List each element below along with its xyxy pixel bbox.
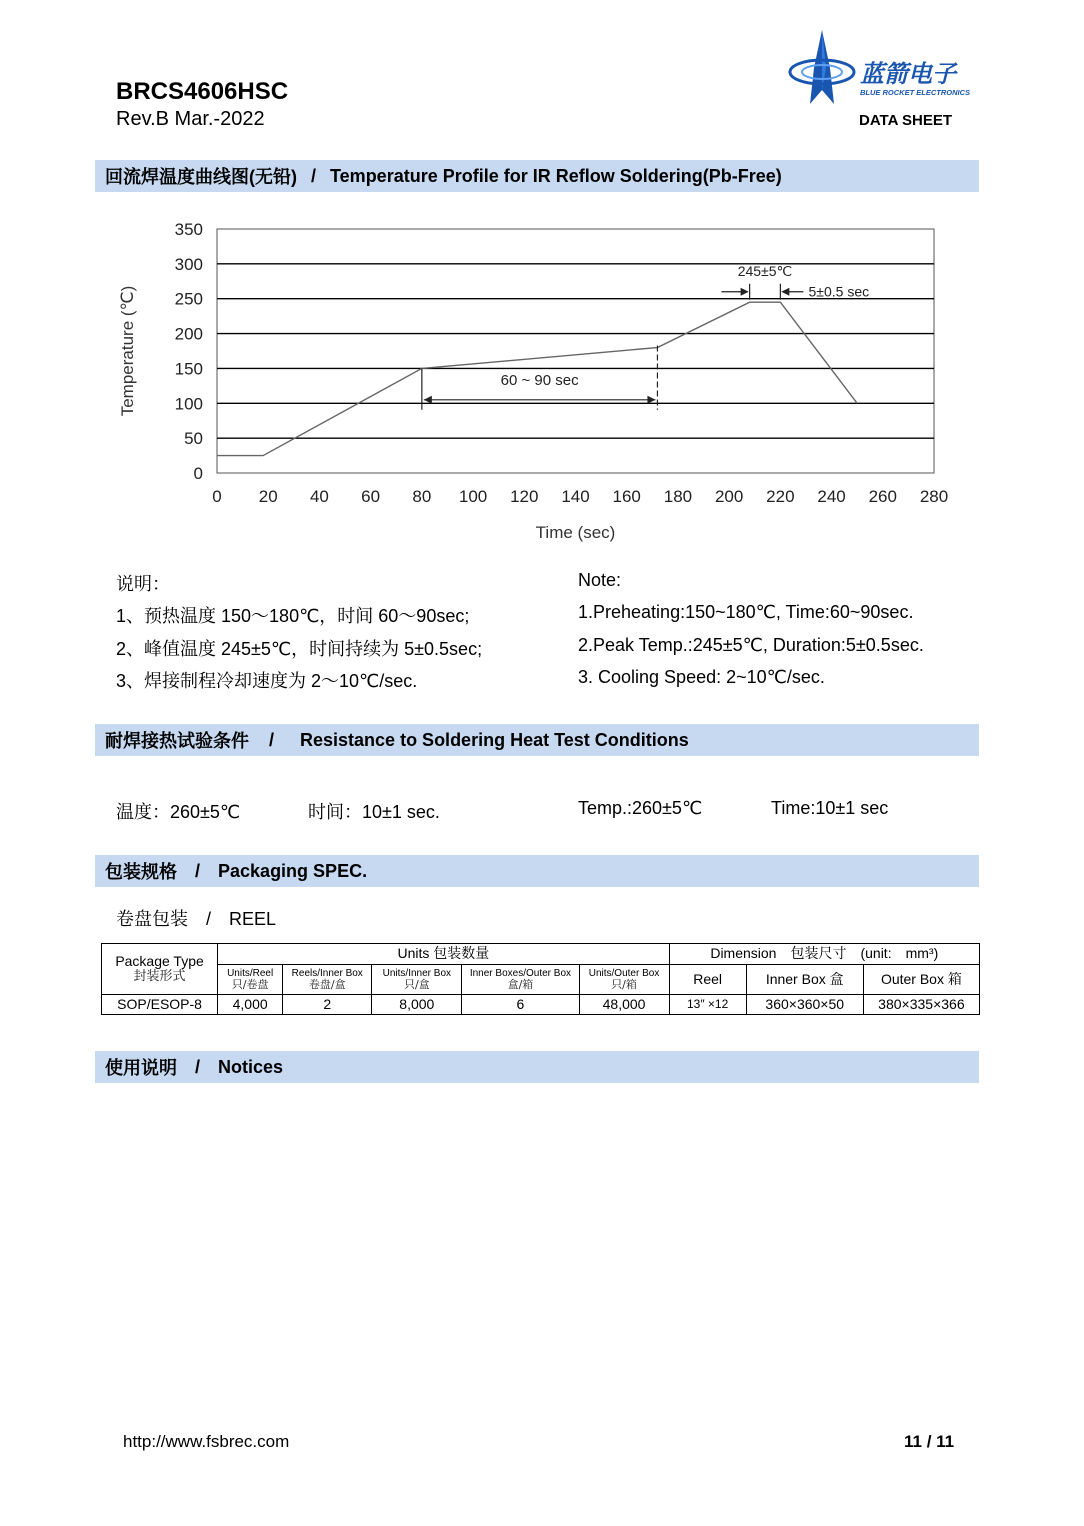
x-tick-label: 220 bbox=[766, 487, 795, 506]
section-notices-header bbox=[95, 1051, 979, 1083]
section-cn: 使用说明 bbox=[105, 1058, 177, 1078]
x-tick-label: 80 bbox=[412, 487, 432, 506]
section-sep: / bbox=[195, 860, 201, 881]
y-tick-label: 250 bbox=[174, 289, 203, 309]
peak-temp-label: 245±5℃ bbox=[737, 262, 793, 279]
units-header: Units 包装数量 bbox=[218, 944, 669, 965]
y-tick-label: 0 bbox=[193, 464, 203, 483]
y-tick-label: 50 bbox=[184, 429, 203, 449]
section-en: Packaging SPEC. bbox=[218, 860, 368, 881]
cell-outer-box: 380×335×366 bbox=[863, 995, 979, 1015]
x-tick-label: 180 bbox=[663, 487, 693, 506]
notes-cn-item: 2、峰值温度 245±5℃，时间持续为 5±0.5sec; bbox=[116, 639, 483, 659]
col-header: Units/Reel 只/卷盘 bbox=[218, 965, 283, 995]
notes-cn-item: 3、焊接制程冷却速度为 2～10℃/sec. bbox=[116, 671, 418, 691]
logo-cn: 蓝箭电子 bbox=[860, 60, 956, 88]
packaging-subtitle: 卷盘包装 / REEL bbox=[116, 909, 277, 929]
doc-type: DATA SHEET bbox=[859, 112, 953, 129]
section-sep: / bbox=[311, 165, 317, 186]
notes-cn-item: 1、预热温度 150～180℃，时间 60～90sec; bbox=[116, 606, 470, 626]
dimension-header: Dimension 包装尺寸 (unit: mm³) bbox=[669, 944, 979, 965]
peak-arrowhead-right bbox=[781, 288, 789, 296]
part-number: BRCS4606HSC bbox=[116, 78, 289, 105]
y-tick-label: 200 bbox=[174, 324, 203, 344]
cell-inner-box: 360×360×50 bbox=[746, 995, 863, 1015]
x-tick-label: 60 bbox=[361, 487, 381, 506]
resistance-en-time: Time:10±1 sec bbox=[771, 798, 889, 818]
cell-inner-outer: 6 bbox=[462, 995, 579, 1015]
section-cn: 包装规格 bbox=[105, 862, 177, 882]
section-en: Notices bbox=[218, 1056, 284, 1077]
section-cn: 回流焊温度曲线图(无铅) bbox=[105, 167, 297, 187]
section-en: Resistance to Soldering Heat Test Conditions bbox=[300, 729, 689, 750]
col-header-reel: Reel bbox=[669, 965, 746, 995]
x-tick-label: 240 bbox=[817, 487, 846, 506]
notes-en-item: 3. Cooling Speed: 2~10℃/sec. bbox=[578, 667, 825, 687]
cell-units-inner: 8,000 bbox=[372, 995, 462, 1015]
cell-reel: 13″ ×12 bbox=[669, 995, 746, 1015]
x-tick-label: 120 bbox=[510, 487, 539, 506]
col-header-outer-box: Outer Box 箱 bbox=[863, 965, 979, 995]
x-tick-label: 20 bbox=[258, 487, 278, 506]
cell-reels-inner: 2 bbox=[283, 995, 372, 1015]
y-tick-label: 300 bbox=[174, 254, 203, 274]
section-reflow-header bbox=[95, 160, 979, 192]
resistance-en-temp: Temp.:260±5℃ bbox=[578, 798, 703, 818]
x-tick-label: 0 bbox=[212, 487, 222, 506]
resistance-cn-temp: 温度：260±5℃ bbox=[116, 802, 241, 822]
x-axis-label: Time (sec) bbox=[535, 523, 616, 542]
notes-en-item: 2.Peak Temp.:245±5℃, Duration:5±0.5sec. bbox=[578, 635, 924, 655]
x-tick-label: 160 bbox=[612, 487, 641, 506]
y-tick-label: 100 bbox=[174, 394, 203, 414]
section-sep: / bbox=[269, 729, 275, 750]
section-resistance-header bbox=[95, 724, 979, 756]
x-tick-label: 140 bbox=[561, 487, 590, 506]
x-tick-label: 280 bbox=[919, 487, 949, 506]
logo-en: BLUE ROCKET ELECTRONICS bbox=[860, 88, 971, 97]
section-sep: / bbox=[195, 1056, 201, 1077]
x-tick-label: 100 bbox=[458, 487, 488, 506]
page-number: 11 / 11 bbox=[904, 1432, 955, 1451]
x-tick-label: 40 bbox=[309, 487, 329, 506]
notes-en-heading: Note: bbox=[578, 570, 622, 590]
col-header-inner-box: Inner Box 盒 bbox=[746, 965, 863, 995]
col-header: Reels/Inner Box 卷盘/盒 bbox=[283, 965, 372, 995]
y-tick-label: 350 bbox=[174, 220, 203, 239]
x-tick-label: 200 bbox=[714, 487, 744, 506]
section-packaging-header bbox=[95, 855, 979, 887]
x-tick-label: 260 bbox=[868, 487, 897, 506]
notes-cn-heading: 说明： bbox=[116, 574, 170, 594]
table-row bbox=[102, 995, 980, 1015]
preheat-duration-label: 60 ~ 90 sec bbox=[500, 371, 579, 389]
y-tick-label: 150 bbox=[174, 359, 203, 379]
y-axis-label: Temperature (℃) bbox=[118, 285, 137, 417]
col-header: Inner Boxes/Outer Box 盒/箱 bbox=[462, 965, 579, 995]
footer-url[interactable]: http://www.fsbrec.com bbox=[123, 1432, 290, 1451]
notes-en-item: 1.Preheating:150~180℃, Time:60~90sec. bbox=[578, 602, 914, 622]
cell-units-reel: 4,000 bbox=[218, 995, 283, 1015]
section-cn: 耐焊接热试验条件 bbox=[105, 731, 249, 751]
cell-package: SOP/ESOP-8 bbox=[102, 995, 218, 1015]
company-logo bbox=[786, 28, 986, 112]
resistance-cn-time: 时间：10±1 sec. bbox=[308, 802, 440, 822]
peak-duration-label: 5±0.5 sec bbox=[808, 283, 870, 300]
reflow-chart bbox=[105, 210, 975, 555]
packaging-table bbox=[101, 943, 980, 1015]
section-en: Temperature Profile for IR Reflow Soldering(Pb-Free) bbox=[330, 165, 782, 186]
col-header: Units/Inner Box 只/盒 bbox=[372, 965, 462, 995]
plot-frame bbox=[217, 229, 934, 473]
peak-arrowhead-left bbox=[741, 288, 749, 296]
col-header: Units/Outer Box 只/箱 bbox=[579, 965, 669, 995]
cell-units-outer: 48,000 bbox=[579, 995, 669, 1015]
package-type-header: Package Type 封装形式 bbox=[102, 944, 218, 995]
revision: Rev.B Mar.-2022 bbox=[116, 108, 265, 130]
